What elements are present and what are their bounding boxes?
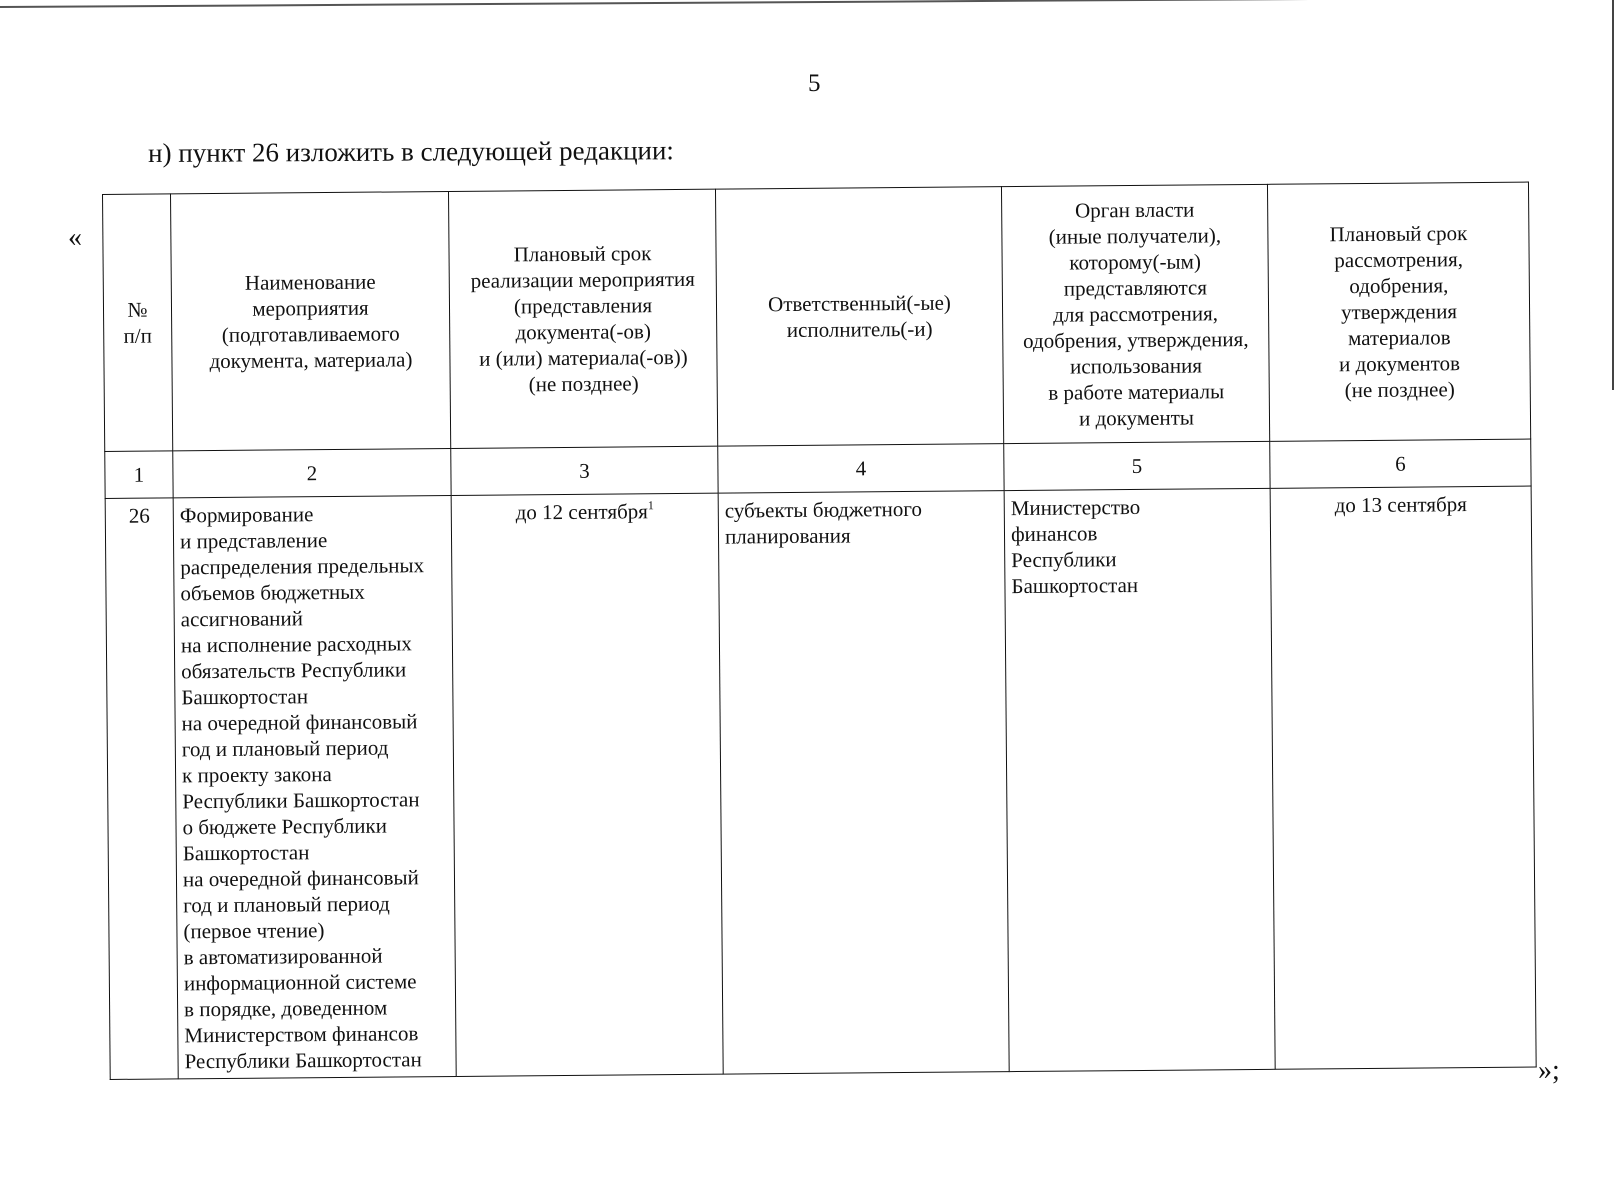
footnote-marker: 1 [647, 498, 654, 513]
column-number-cell: 3 [451, 446, 718, 495]
scan-top-edge-line [0, 0, 1430, 8]
event-name-cell: Формирование и представление распределения предельных объемов бюджетных ассигнований на исполнение расходных обязательств Республики Башкортостан на очередной финансовый год и плановый период к проекту закона Республики Башкортостан о бюджете Республики Башкортостан на очередной финансовый год и плановый период (первое чтение) в автоматизированной информационной системе в порядке, доведенном Министерством финансов Республики Башкортостан [173, 495, 456, 1078]
header-cell-implementation-deadline: Плановый срок реализации мероприятия (представления документа(-ов) и (или) материала(-ов)) (не позднее) [448, 189, 717, 448]
authority-cell: Министерство финансов Республики Башкортостан [1004, 488, 1275, 1071]
column-number-cell: 6 [1270, 439, 1531, 488]
header-cell-event-name: Наименование мероприятия (подготавливаемого документа, материала) [171, 191, 451, 450]
header-cell-review-deadline: Плановый срок рассмотрения, одобрения, утверждения материалов и документов (не позднее) [1267, 182, 1530, 441]
responsible-cell: субъекты бюджетного планирования [718, 491, 1009, 1074]
review-deadline-cell: до 13 сентября [1270, 486, 1536, 1069]
column-number-cell: 4 [718, 444, 1004, 493]
header-cell-number: № п/п [103, 194, 173, 452]
plan-table [102, 182, 1537, 1080]
column-number-cell: 5 [1004, 441, 1270, 490]
table-row [105, 486, 1536, 1079]
scan-right-edge-line [1612, 0, 1614, 390]
closing-quote-mark: »; [1538, 1055, 1560, 1086]
deadline-cell [451, 493, 723, 1076]
column-number-cell: 2 [173, 448, 451, 497]
table-header-row [103, 182, 1531, 451]
column-number-cell: 1 [105, 451, 173, 499]
header-cell-authority: Орган власти (иные получатели), которому(-ым) представляются для рассмотрения, одобрения, утверждения, использования в работе материалы и документы [1001, 184, 1269, 443]
opening-quote-mark: « [68, 222, 82, 253]
row-number-cell: 26 [105, 498, 178, 1080]
deadline-text: до 12 сентября [515, 499, 649, 525]
amendment-intro-text: н) пункт 26 изложить в следующей редакции: [148, 135, 674, 168]
header-cell-responsible: Ответственный(-ые) исполнитель(-и) [715, 187, 1003, 446]
page-number: 5 [808, 70, 821, 97]
plan-table-container [102, 182, 1536, 1080]
